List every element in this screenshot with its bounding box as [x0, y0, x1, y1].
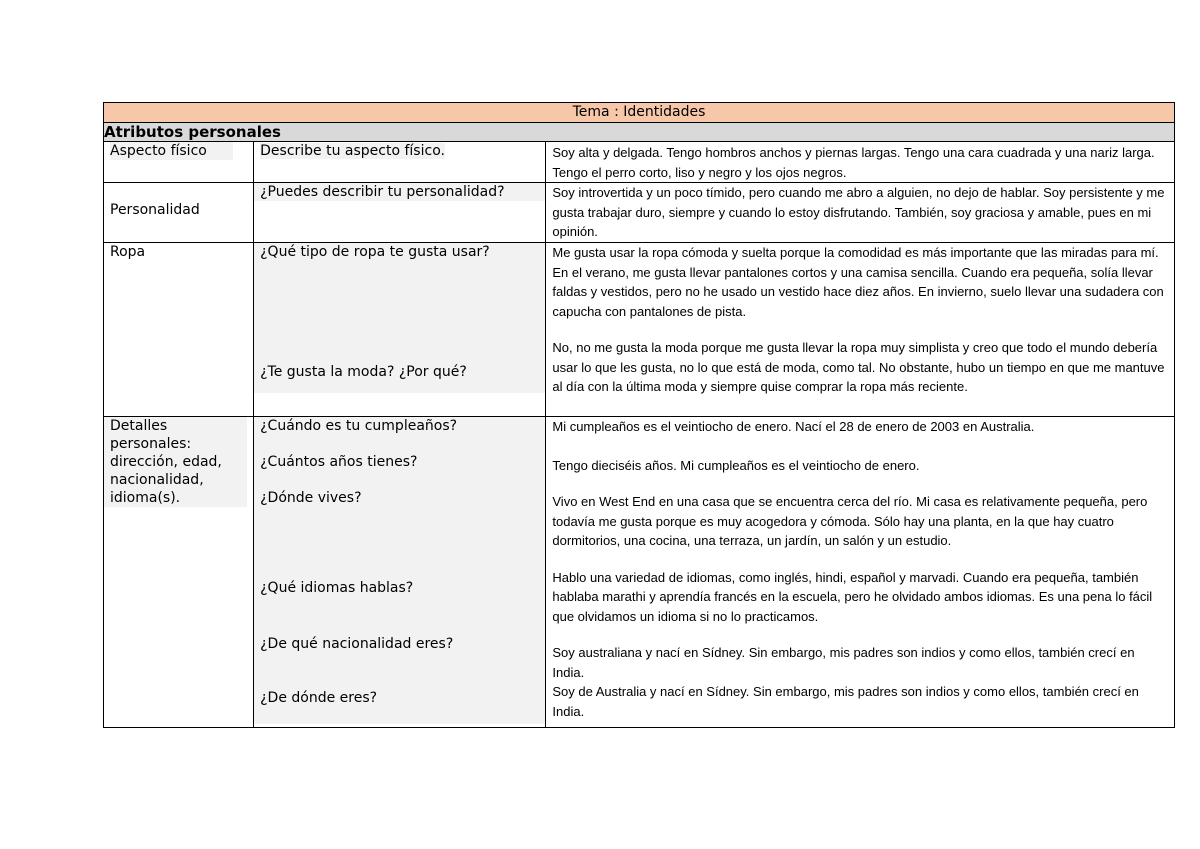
answer-nacionalidad: Soy australiana y nací en Sídney. Sin embargo, mis padres son indios y como ellos, también crecí en India. [552, 645, 1135, 680]
answer-cell [546, 417, 1175, 728]
question-nacionalidad: ¿De qué nacionalidad eres? [260, 636, 454, 652]
answer-idiomas: Hablo una variedad de idiomas, como inglés, hindi, español y marvadi. Cuando era pequeña, también hablaba marathi y aprendía francés en la escuela, pero he olvidado ambos idiomas. Es una pena lo fácil que olvidamos un idioma si no lo practicamos. [552, 569, 1153, 624]
row-label-cell [104, 142, 254, 183]
answer-personalidad: Soy introvertida y un poco tímido, pero cuando me abro a alguien, no dejo de hablar. Soy persistente y me gusta trabajar duro, siempre y cuando lo estoy disfrutando. También, soy graciosa y amable, pues en mi opinión. [552, 185, 1165, 239]
question-cell [254, 183, 546, 243]
answer-anos: Tengo dieciséis años. Mi cumpleaños es el veintiocho de enero. [552, 457, 920, 473]
table-title: Tema : Identidades [104, 103, 1175, 123]
question-cell [254, 243, 546, 417]
section-row [104, 123, 1175, 142]
question-cumpleanos: ¿Cuándo es tu cumpleaños? [260, 418, 458, 434]
answer-aspecto: Soy alta y delgada. Tengo hombros anchos y piernas largas. Tengo una cara cuadrada y una nariz larga. Tengo el perro corto, liso y negro y los ojos negros. [552, 145, 1155, 180]
row-label-cell [104, 243, 254, 417]
question-cell [254, 417, 546, 728]
answer-ropa-moda: No, no me gusta la moda porque me gusta llevar la ropa muy simplista y creo que todo el mundo debería usar lo que les gusta, no lo que está de moda, como tal. No obstante, hubo un tiempo en que me mantuve al día con la última moda y siempre quise comprar la ropa más reciente. [552, 340, 1165, 394]
answer-cumpleanos: Mi cumpleaños es el veintiocho de enero. Nací el 28 de enero de 2003 en Australia. [552, 419, 1035, 434]
row-label-cell [104, 417, 254, 728]
question-cell [254, 142, 546, 183]
answer-vives: Vivo en West End en una casa que se encuentra cerca del río. Mi casa es relativamente pequeña, pero todavía me gusta porque es muy acogedora y cómoda. Sólo hay una planta, en la que hay cuatro dormitorios, una cocina, una terraza, un jardín, un salón y un estudio. [552, 494, 1148, 548]
table-row [104, 142, 1175, 183]
question-idiomas: ¿Qué idiomas hablas? [260, 580, 414, 596]
row-label-ropa: Ropa [110, 244, 146, 260]
answer-ropa-tipo: Me gusta usar la ropa cómoda y suelta porque la comodidad es más importante que las miradas para mí. En el verano, me gusta llevar pantalones cortos y una camisa sencilla. Cuando era pequeña, solía llevar faldas y vestidos, pero no he usado un vestido hace diez años. En invierno, suelo llevar una sudadera con capucha con pantalones de pista. [552, 245, 1164, 319]
question-anos: ¿Cuántos años tienes? [260, 454, 418, 470]
answer-donde: Soy de Australia y nací en Sídney. Sin embargo, mis padres son indios y como ellos, también crecí en India. [552, 684, 1139, 719]
identity-table [103, 102, 1175, 728]
row-label-detalles: Detalles personales: dirección, edad, nacionalidad, idioma(s). [104, 417, 247, 507]
question-vives: ¿Dónde vives? [260, 490, 362, 506]
question-aspecto: Describe tu aspecto físico. [260, 143, 445, 159]
question-personalidad: ¿Puedes describir tu personalidad? [254, 183, 545, 201]
answer-cell [546, 142, 1175, 183]
table-row [104, 183, 1175, 243]
answer-cell [546, 183, 1175, 243]
title-row [104, 103, 1175, 123]
table-row [104, 243, 1175, 417]
row-label-aspecto: Aspecto físico [110, 142, 233, 160]
row-label-personalidad: Personalidad [110, 202, 200, 218]
question-ropa-tipo: ¿Qué tipo de ropa te gusta usar? [260, 244, 490, 260]
section-heading: Atributos personales [104, 123, 1175, 142]
table-row [104, 417, 1175, 728]
answer-cell [546, 243, 1175, 417]
row-label-cell [104, 183, 254, 243]
question-donde: ¿De dónde eres? [260, 690, 378, 706]
question-ropa-moda: ¿Te gusta la moda? ¿Por qué? [260, 364, 467, 380]
